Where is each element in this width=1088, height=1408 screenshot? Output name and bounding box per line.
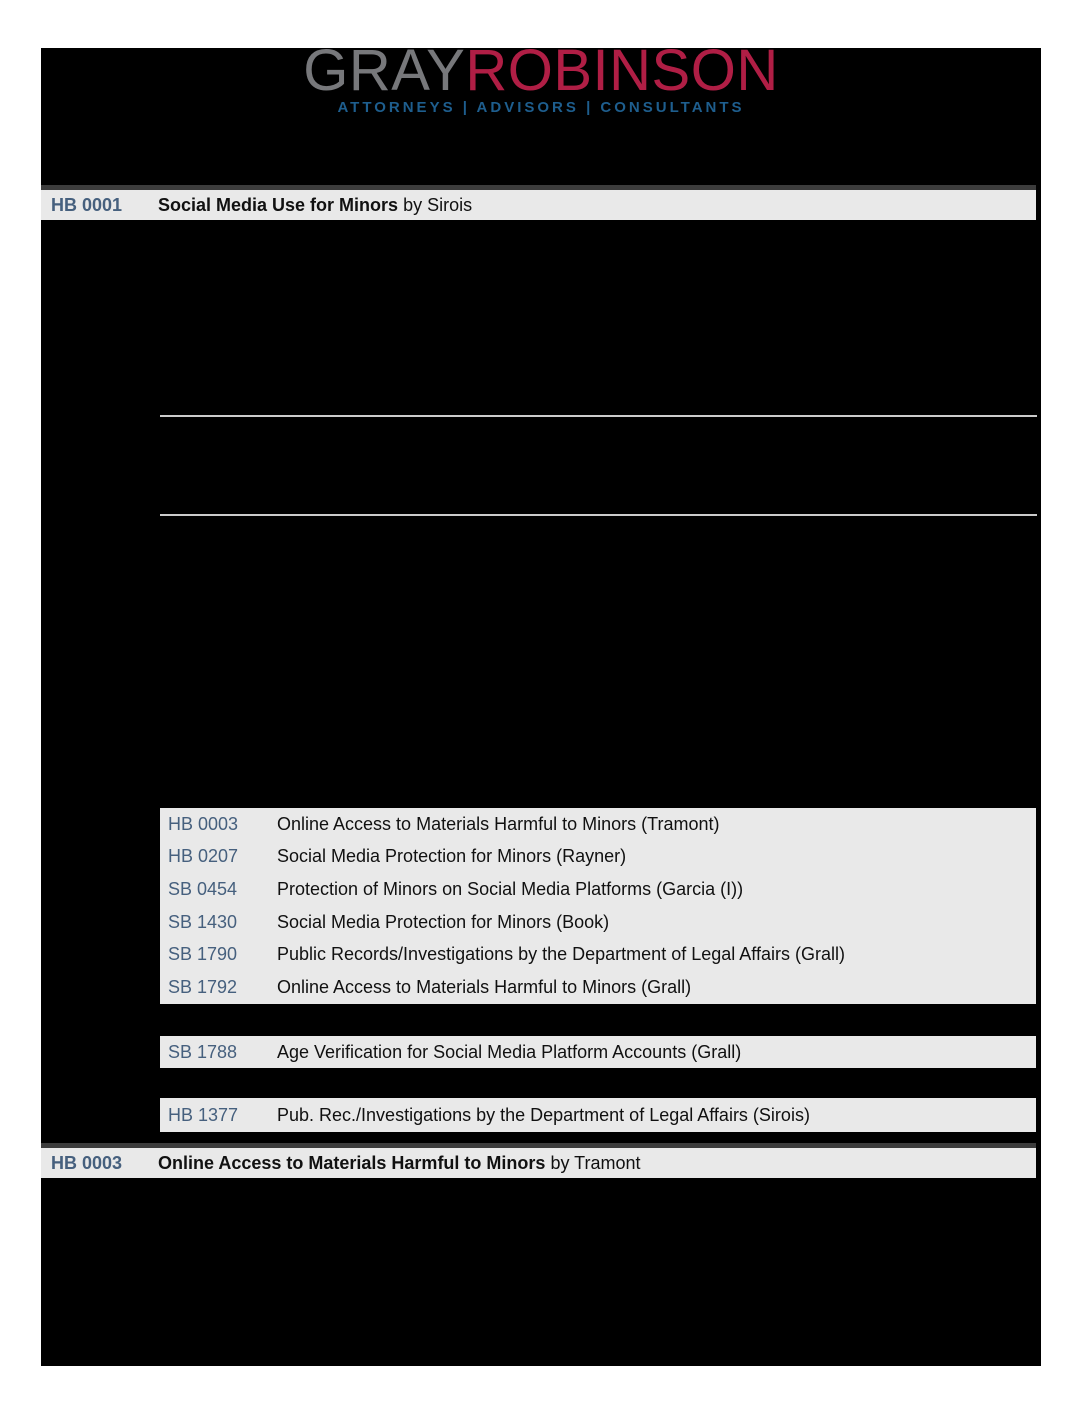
bill-list-row bbox=[160, 1036, 1036, 1068]
bill-list-row bbox=[160, 906, 1036, 939]
bill-list-row bbox=[160, 971, 1036, 1004]
bill-title: Pub. Rec./Investigations by the Department of Legal Affairs (Sirois) bbox=[277, 1104, 810, 1125]
bill-header-title: Social Media Use for Minors bbox=[158, 195, 399, 215]
grayrobinson-logo bbox=[41, 38, 1041, 103]
bill-title: Online Access to Materials Harmful to Minors (Tramont) bbox=[277, 813, 720, 834]
bill-list-row bbox=[160, 1098, 1036, 1132]
bill-header-author: by Tramont bbox=[550, 1153, 641, 1173]
related-bills-list bbox=[160, 808, 1036, 1004]
bill-number-link[interactable]: SB 1790 bbox=[168, 944, 238, 965]
bill-title: Age Verification for Social Media Platform Accounts (Grall) bbox=[277, 1041, 742, 1062]
bill-number-link[interactable]: SB 1788 bbox=[168, 1041, 238, 1062]
bill-number-link[interactable]: HB 0003 bbox=[168, 813, 239, 834]
bill-list-row bbox=[160, 841, 1036, 874]
bill-title: Social Media Protection for Minors (Book) bbox=[277, 911, 610, 932]
bill-title: Public Records/Investigations by the Department of Legal Affairs (Grall) bbox=[277, 944, 845, 965]
section-divider-line bbox=[160, 514, 1037, 516]
bill-header-author: by Sirois bbox=[403, 195, 473, 215]
bill-number-link[interactable]: HB 0207 bbox=[168, 846, 239, 867]
bill-header-code-link[interactable]: HB 0003 bbox=[51, 1153, 123, 1173]
bill-title: Online Access to Materials Harmful to Minors (Grall) bbox=[277, 976, 692, 997]
bill-list-row bbox=[160, 938, 1036, 971]
section-divider-line bbox=[160, 415, 1037, 417]
logo-tagline: ATTORNEYS | ADVISORS | CONSULTANTS bbox=[337, 99, 745, 116]
bill-title: Protection of Minors on Social Media Platforms (Garcia (I)) bbox=[277, 878, 744, 899]
document-body bbox=[41, 38, 1041, 1366]
bill-header-row-hb0001 bbox=[41, 185, 1036, 220]
standalone-bill-block bbox=[160, 1098, 1036, 1132]
standalone-bill-block bbox=[160, 1036, 1036, 1068]
bill-list-row bbox=[160, 808, 1036, 841]
bill-title: Social Media Protection for Minors (Rayner) bbox=[277, 846, 627, 867]
logo-word-gray: GRAY bbox=[303, 38, 466, 103]
bill-header-row-hb0003 bbox=[41, 1143, 1036, 1178]
bill-list-row bbox=[160, 873, 1036, 906]
bill-number-link[interactable]: SB 1792 bbox=[168, 976, 238, 997]
bill-number-link[interactable]: SB 0454 bbox=[168, 878, 238, 899]
bill-header-code-link[interactable]: HB 0001 bbox=[51, 195, 123, 215]
bill-number-link[interactable]: SB 1430 bbox=[168, 911, 238, 932]
logo-word-robinson: ROBINSON bbox=[465, 38, 779, 103]
bill-number-link[interactable]: HB 1377 bbox=[168, 1104, 239, 1125]
bill-header-title: Online Access to Materials Harmful to Minors bbox=[158, 1153, 546, 1173]
